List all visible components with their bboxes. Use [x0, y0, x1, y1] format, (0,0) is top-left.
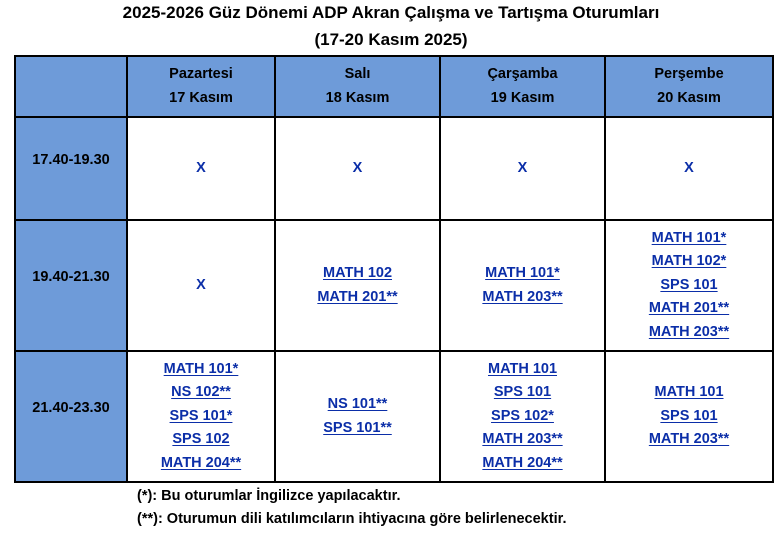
day-name: Salı — [344, 66, 371, 82]
time-slot-label: 19.40-21.30 — [15, 220, 127, 351]
no-session-mark: X — [684, 159, 694, 176]
course-link[interactable]: SPS 102* — [491, 407, 554, 424]
session-cell — [440, 351, 605, 482]
course-link[interactable]: MATH 204** — [160, 454, 242, 471]
footnote-english: (*): Bu oturumlar İngilizce yapılacaktır. — [137, 488, 401, 504]
footnote-language: (**): Oturumun dili katılımcıların ihtiyacına göre belirlenecektir. — [137, 511, 567, 527]
course-link[interactable]: MATH 204** — [482, 454, 563, 471]
day-name: Çarşamba — [487, 66, 558, 82]
corner-cell — [15, 56, 127, 117]
no-session-mark: X — [352, 159, 363, 176]
day-date: 17 Kasım — [169, 89, 233, 106]
session-cell — [275, 351, 440, 482]
course-link[interactable]: MATH 203** — [648, 323, 730, 340]
session-cell — [440, 220, 605, 351]
course-link[interactable]: NS 102** — [171, 384, 231, 401]
course-link[interactable]: MATH 101 — [487, 360, 558, 377]
session-cell — [275, 220, 440, 351]
course-link[interactable]: MATH 101* — [485, 265, 560, 281]
time-slot-row — [15, 220, 773, 351]
session-cell — [127, 220, 275, 351]
no-session-mark: X — [196, 276, 206, 293]
day-name: Perşembe — [654, 66, 724, 82]
course-link[interactable]: MATH 203** — [648, 431, 730, 448]
day-header-tuesday — [275, 56, 440, 117]
session-cell — [440, 117, 605, 220]
course-link[interactable]: NS 101** — [327, 396, 388, 412]
session-cell — [605, 117, 773, 220]
course-link[interactable]: MATH 101 — [654, 384, 724, 401]
time-slot-label: 21.40-23.30 — [15, 351, 127, 482]
page-subtitle: (17-20 Kasım 2025) — [314, 30, 468, 49]
day-date: 20 Kasım — [657, 89, 721, 106]
time-slot-row — [15, 351, 773, 482]
day-name: Pazartesi — [169, 66, 233, 82]
day-header-wednesday — [440, 56, 605, 117]
course-link[interactable]: MATH 102* — [651, 253, 727, 270]
course-link[interactable]: MATH 101* — [651, 229, 727, 246]
session-cell — [127, 117, 275, 220]
course-link[interactable]: MATH 102 — [322, 265, 393, 281]
no-session-mark: X — [196, 159, 206, 176]
day-date: 18 Kasım — [325, 89, 390, 106]
course-link[interactable]: MATH 101* — [163, 360, 239, 377]
course-link[interactable]: MATH 203** — [482, 431, 563, 448]
day-header-thursday — [605, 56, 773, 117]
course-link[interactable]: SPS 101** — [323, 419, 392, 436]
day-header-monday — [127, 56, 275, 117]
session-cell — [605, 220, 773, 351]
time-slot-row — [15, 117, 773, 220]
course-link[interactable]: MATH 201** — [317, 288, 398, 305]
course-link[interactable]: SPS 101 — [660, 407, 718, 424]
course-link[interactable]: MATH 203** — [482, 288, 563, 305]
course-link[interactable]: SPS 101 — [660, 276, 718, 293]
course-link[interactable]: SPS 101* — [169, 407, 233, 424]
header-row — [15, 56, 773, 117]
day-date: 19 Kasım — [490, 89, 555, 106]
session-cell — [605, 351, 773, 482]
session-cell — [275, 117, 440, 220]
course-link[interactable]: SPS 101 — [493, 384, 552, 401]
no-session-mark: X — [517, 159, 528, 176]
course-link[interactable]: MATH 201** — [648, 300, 730, 317]
time-slot-label: 17.40-19.30 — [15, 117, 127, 220]
page-title: 2025-2026 Güz Dönemi ADP Akran Çalışma ve Tartışma Oturumları — [122, 3, 660, 22]
course-link[interactable]: SPS 102 — [172, 431, 230, 448]
session-cell — [127, 351, 275, 482]
schedule-table — [14, 55, 774, 483]
